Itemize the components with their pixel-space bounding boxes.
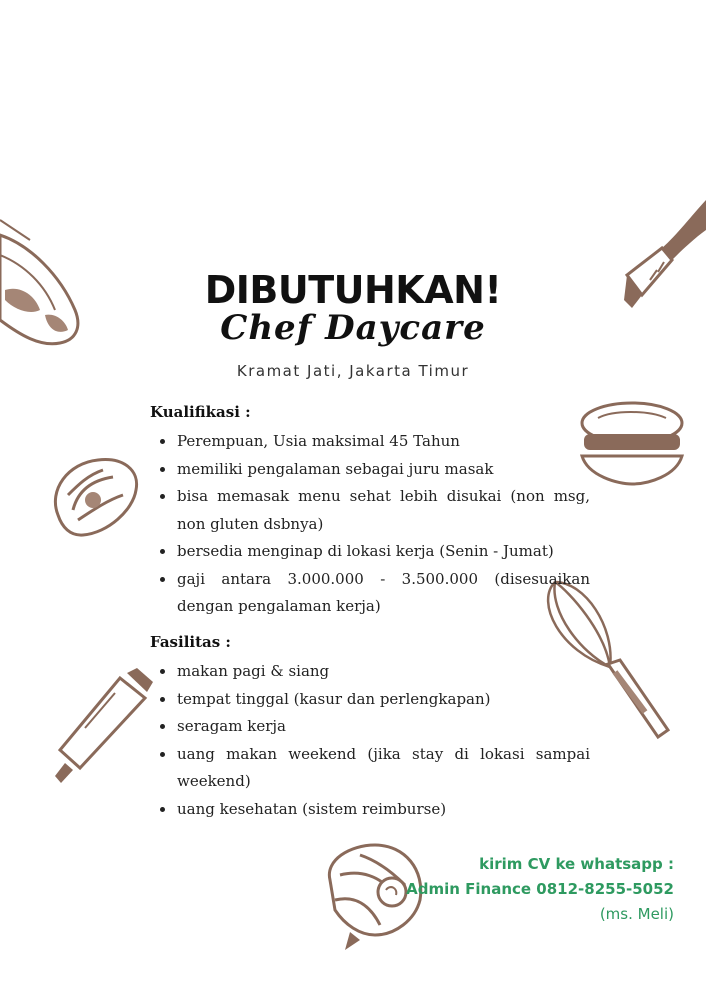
list-item: uang makan weekend (jika stay di lokasi sampai weekend) — [160, 741, 590, 796]
fasilitas-list — [160, 658, 590, 823]
list-item: seragam kerja — [160, 713, 590, 741]
contact-person: (ms. Meli) — [599, 905, 674, 923]
page-title: DIBUTUHKAN! — [204, 268, 502, 312]
list-item: bisa memasak menu sehat lebih disukai (non msg, non gluten dsbnya) — [160, 483, 590, 538]
contact-block — [406, 852, 674, 927]
rolling-pin-icon — [55, 668, 155, 786]
contact-phone[interactable]: Admin Finance 0812-8255-5052 — [406, 880, 674, 898]
list-item: gaji antara 3.000.000 - 3.500.000 (disesuaikan dengan pengalaman kerja) — [160, 566, 590, 621]
list-item: tempat tinggal (kasur dan perlengkapan) — [160, 686, 590, 714]
macaron-icon — [578, 398, 686, 486]
list-item: makan pagi & siang — [160, 658, 590, 686]
list-item: Perempuan, Usia maksimal 45 Tahun — [160, 428, 590, 456]
cookie-icon — [48, 455, 143, 540]
contact-instruction: kirim CV ke whatsapp : — [479, 855, 674, 873]
list-item: memiliki pengalaman sebagai juru masak — [160, 456, 590, 484]
page-subtitle: Chef Daycare — [220, 308, 486, 348]
fasilitas-heading: Fasilitas : — [150, 633, 231, 651]
list-item: uang kesehatan (sistem reimburse) — [160, 796, 590, 824]
kualifikasi-heading: Kualifikasi : — [150, 403, 251, 421]
kualifikasi-list — [160, 428, 590, 621]
location-text: Kramat Jati, Jakarta Timur — [236, 362, 470, 380]
list-item: bersedia menginap di lokasi kerja (Senin - Jumat) — [160, 538, 590, 566]
